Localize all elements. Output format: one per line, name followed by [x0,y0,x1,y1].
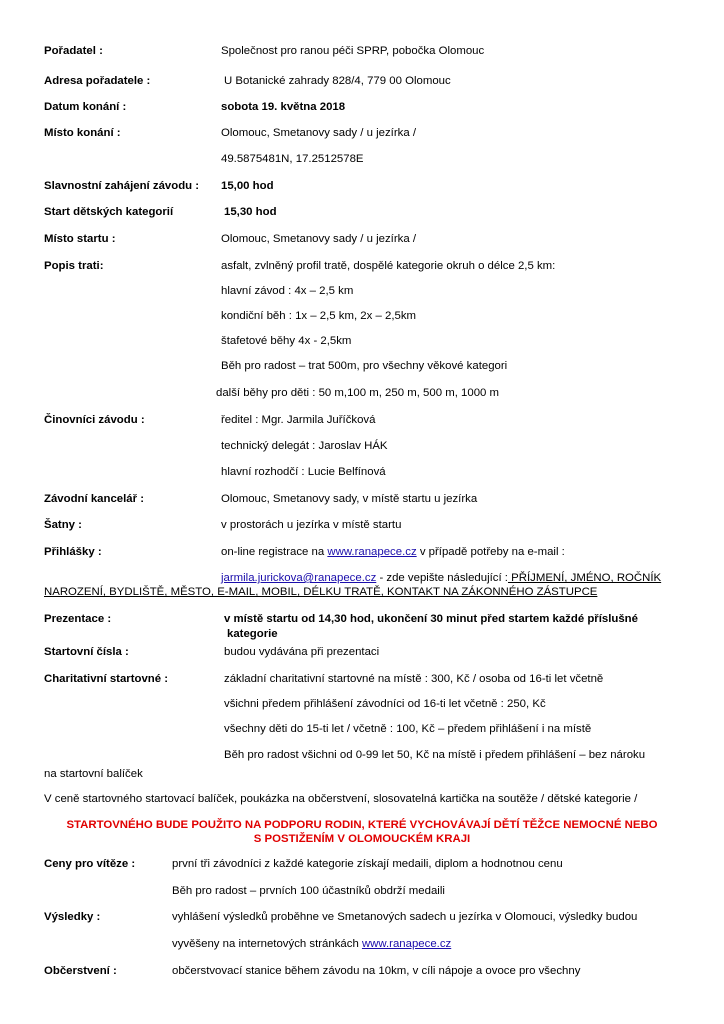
fee-line: základní charitativní startovné na místě : 300, Kč / osoba od 16-ti let včetně [224,673,604,685]
officials-line: ředitel : Mgr. Jarmila Juříčková [221,414,376,426]
registration-label: Přihlášky : [44,546,102,558]
refreshments-value: občerstvovací stanice během závodu na 10km, v cíli nápoje a ovoce pro všechny [172,965,581,977]
opening-value: 15,00 hod [221,180,274,192]
charity-notice-wrap: S POSTIŽENÍM V OLOMOUCKÉM KRAJI [253,833,471,845]
results-text: vyvěšeny na internetových stránkách [172,938,362,950]
results-label: Výsledky : [44,911,101,923]
presentation-value-wrap: kategorie [227,628,278,640]
registration-text: - zde vepište následující : [376,572,508,584]
course-line: další běhy pro děti : 50 m,100 m, 250 m, 500 m, 1000 m [216,387,500,399]
charity-notice: STARTOVNÉHO BUDE POUŽITO NA PODPORU RODIN, KTERÉ VYCHOVÁVAJÍ DĚTÍ TĚŽCE NEMOCNÉ NEBO [66,819,658,831]
officials-line: hlavní rozhodčí : Lucie Belfínová [221,466,386,478]
officials-line: technický delegát : Jaroslav HÁK [221,440,388,452]
numbers-label: Startovní čísla : [44,646,129,658]
registration-text: on-line registrace na [221,546,328,558]
prizes-line: Běh pro radost – prvních 100 účastníků obdrží medaili [172,885,445,897]
course-line: štafetové běhy 4x - 2,5km [221,335,352,347]
registration-text: v případě potřeby na e-mail : [416,546,565,558]
officials-label: Činovníci závodu : [44,414,145,426]
prizes-line: první tři závodníci z každé kategorie získají medaili, diplom a hodnotnou cenu [172,858,563,870]
results-link[interactable]: www.ranapece.cz [361,938,452,950]
kids-start-label: Start dětských kategorií [44,206,174,218]
kids-start-value: 15,30 hod [224,206,277,218]
organizer-address-label: Adresa pořadatele : [44,75,151,87]
fee-label: Charitativní startovné : [44,673,169,685]
registration-fields: PŘÍJMENÍ, JMÉNO, ROČNÍK [507,572,662,584]
changing-value: v prostorách u jezírka v místě startu [221,519,402,531]
numbers-value: budou vydávána při prezentaci [224,646,380,658]
included-items: V ceně startovného startovací balíček, poukázka na občerstvení, slosovatelná kartička na soutěže / dětské kategorie / [44,793,638,805]
fee-line-wrap: na startovní balíček [44,768,143,780]
registration-fields-continued: NAROZENÍ, BYDLIŠTĚ, MĚSTO, E-MAIL, MOBIL, DÉLKU TRATĚ, KONTAKT NA ZÁKONNÉHO ZÁSTUPCE [44,586,598,598]
course-label: Popis trati: [44,260,104,272]
fee-line: všechny děti do 15-ti let / včetně : 100, Kč – předem přihlášení i na místě [224,723,592,735]
organizer-value: Společnost pro ranou péči SPRP, pobočka Olomouc [221,45,485,57]
registration-line [221,545,565,559]
email-link[interactable]: jarmila.jurickova@ranapece.cz [221,572,377,584]
fee-line: Běh pro radost všichni od 0-99 let 50, Kč na místě i předem přihlášení – bez nároku [224,749,646,761]
date-label: Datum konání : [44,101,127,113]
venue-value: Olomouc, Smetanovy sady / u jezírka / [221,127,416,139]
course-line: Běh pro radost – trat 500m, pro všechny věkové kategori [221,360,508,372]
course-line: hlavní závod : 4x – 2,5 km [221,285,354,297]
website-link[interactable]: www.ranapece.cz [327,546,417,558]
presentation-label: Prezentace : [44,613,112,625]
changing-label: Šatny : [44,519,82,531]
organizer-label: Pořadatel : [44,45,103,57]
fee-line: všichni předem přihlášení závodníci od 16-ti let včetně : 250, Kč [224,698,546,710]
date-value: sobota 19. května 2018 [221,101,346,113]
prizes-label: Ceny pro vítěze : [44,858,136,870]
organizer-address-value: U Botanické zahrady 828/4, 779 00 Olomouc [224,75,451,87]
venue-label: Místo konání : [44,127,121,139]
results-line [172,937,451,951]
venue-gps: 49.5875481N, 17.2512578E [221,153,364,165]
refreshments-label: Občerstvení : [44,965,117,977]
results-line: vyhlášení výsledků proběhne ve Smetanových sadech u jezírka v Olomouci, výsledky budou [172,911,638,923]
office-label: Závodní kancelář : [44,493,145,505]
course-line: asfalt, zvlněný profil tratě, dospělé kategorie okruh o délce 2,5 km: [221,260,556,272]
office-value: Olomouc, Smetanovy sady, v místě startu u jezírka [221,493,478,505]
opening-label: Slavnostní zahájení závodu : [44,180,200,192]
presentation-value: v místě startu od 14,30 hod, ukončení 30 minut před startem každé příslušné [224,613,638,625]
start-place-label: Místo startu : [44,233,116,245]
start-place-value: Olomouc, Smetanovy sady / u jezírka / [221,233,416,245]
registration-line [221,571,661,585]
course-line: kondiční běh : 1x – 2,5 km, 2x – 2,5km [221,310,417,322]
